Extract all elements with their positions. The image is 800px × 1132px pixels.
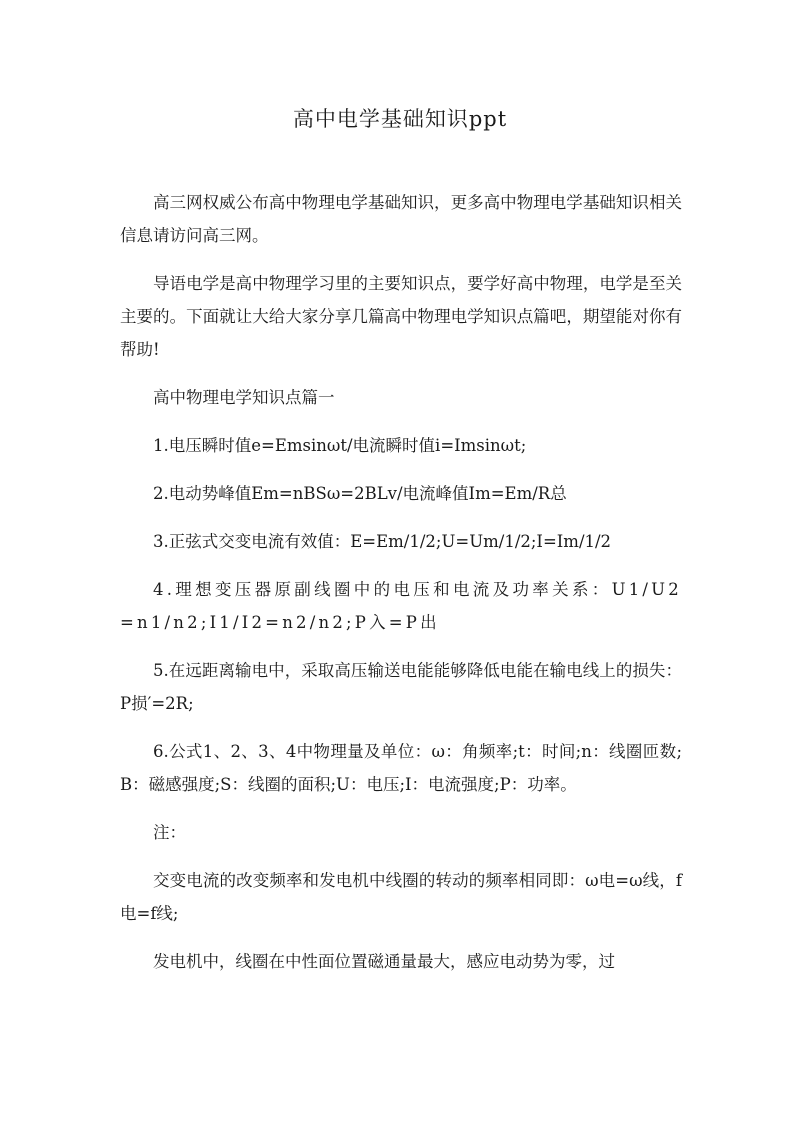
- note-paragraph-2: 发电机中，线圈在中性面位置磁通量最大，感应电动势为零，过: [153, 952, 615, 971]
- note-paragraph-1: 交变电流的改变频率和发电机中线圈的转动的频率相同即：ω电=ω线，f电=f线;: [120, 871, 682, 923]
- formula-item-2: 2.电动势峰值Em=nBSω=2BLv/电流峰值Im=Em/R总: [153, 484, 567, 503]
- formula-item-5: 5.在远距离输电中，采取高压输送电能能够降低电能在输电线上的损失：P损′=2R;: [120, 661, 682, 713]
- formula-item-1: 1.电压瞬时值e=Emsinωt/电流瞬时值i=Imsinωt;: [153, 436, 527, 455]
- formula-item-6: 6.公式1、2、3、4中物理量及单位：ω：角频率;t：时间;n：线圈匝数;B：磁感强度;S：线圈的面积;U：电压;I：电流强度;P：功率。: [120, 742, 682, 794]
- section-heading: 高中物理电学知识点篇一: [153, 388, 335, 407]
- document-title: 高中电学基础知识ppt: [292, 107, 508, 131]
- note-heading: 注：: [153, 823, 186, 842]
- paragraph-intro: 高三网权威公布高中物理电学基础知识，更多高中物理电学基础知识相关信息请访问高三网。: [120, 193, 682, 245]
- document-body: [120, 186, 682, 993]
- formula-item-4: 4.理想变压器原副线圈中的电压和电流及功率关系：U1/U2=n1/n2;I1/I2=n2/n2;P入=P出: [120, 580, 682, 632]
- formula-item-3: 3.正弦式交变电流有效值：E=Em/1/2;U=Um/1/2;I=Im/1/2: [153, 532, 612, 551]
- paragraph-guide: 导语电学是高中物理学习里的主要知识点，要学好高中物理，电学是至关主要的。下面就让大给大家分享几篇高中物理电学知识点篇吧，期望能对你有帮助!: [120, 274, 682, 359]
